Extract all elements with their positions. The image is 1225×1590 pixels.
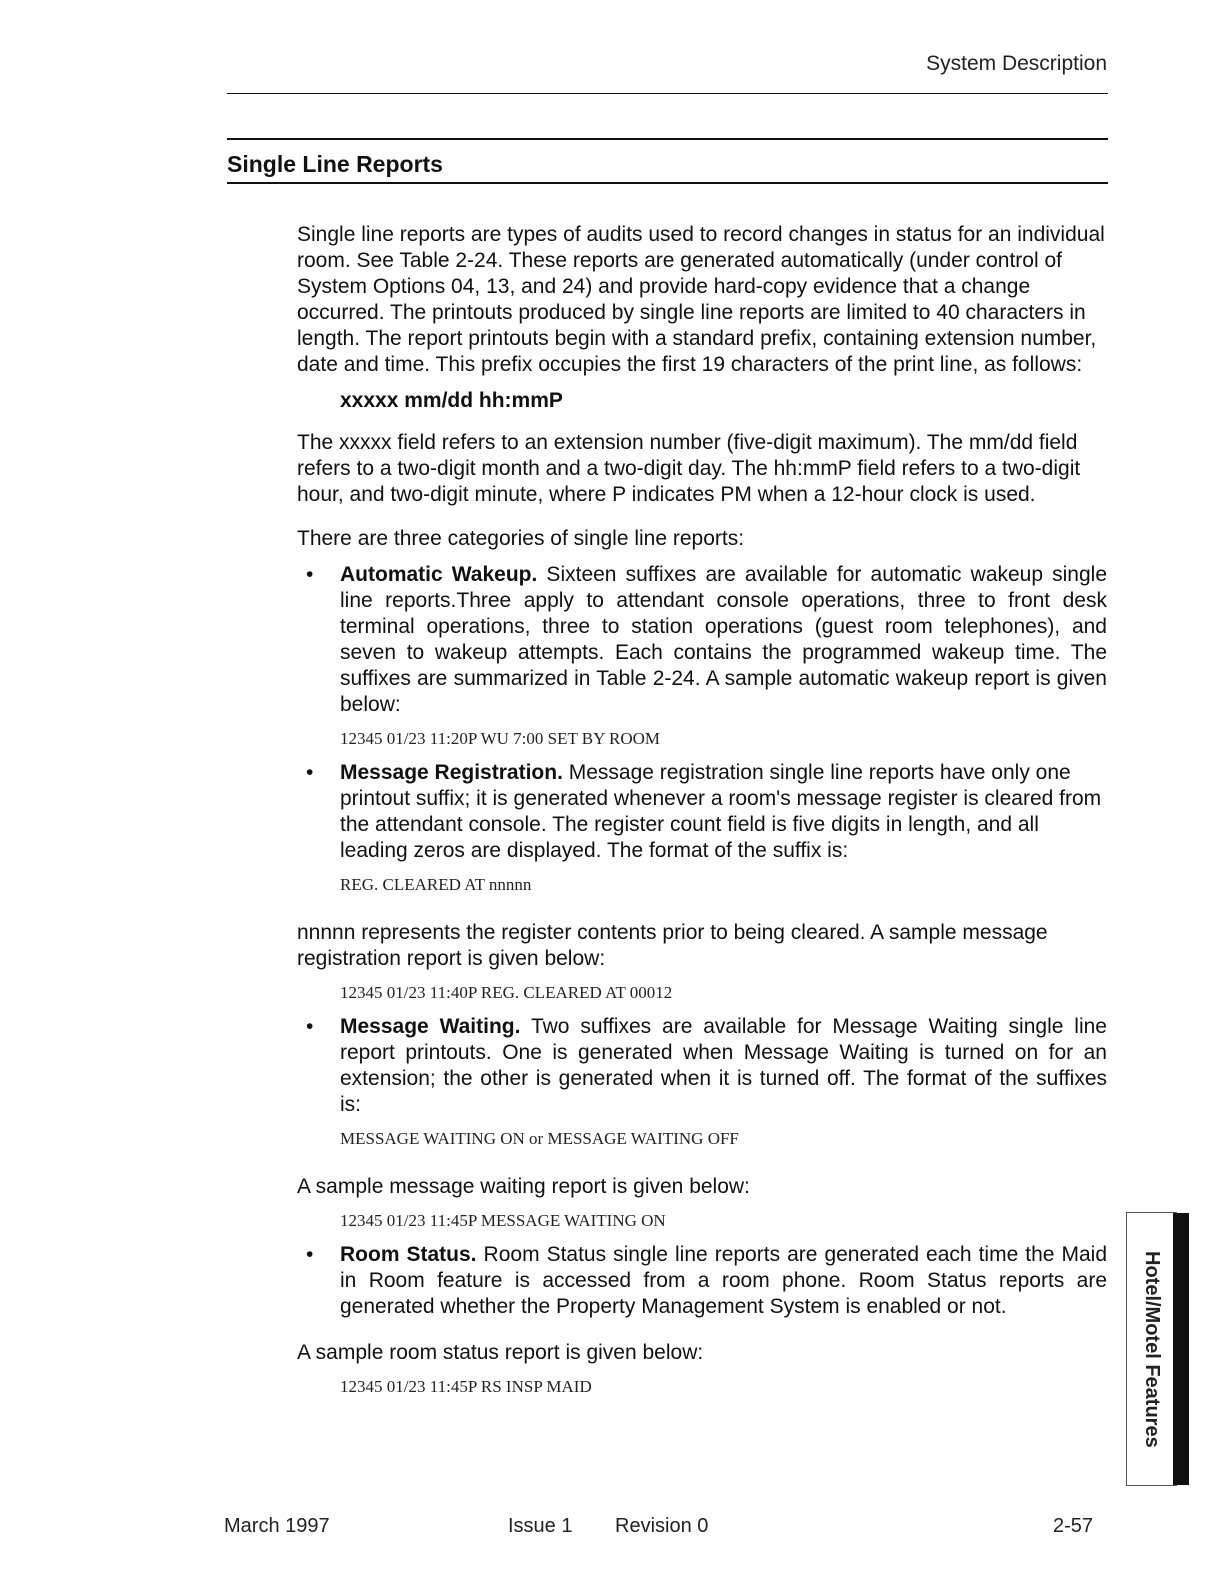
- bullet-lead: Message Waiting.: [340, 1015, 521, 1038]
- bullet-message-registration: [297, 760, 1107, 864]
- bullet-room-status: [297, 1242, 1107, 1320]
- bullet-lead: Message Registration.: [340, 761, 563, 784]
- footer-revision: Revision 0: [615, 1515, 709, 1537]
- wakeup-sample: 12345 01/23 11:20P WU 7:00 SET BY ROOM: [340, 729, 661, 748]
- bullet-text: Room Status single line reports are generated each time the Maid in Room feature is accessed from a room phone. Room Status reports are generated whether the Property Management System is enabled or not.: [340, 1243, 1107, 1318]
- waiting-sample: 12345 01/23 11:45P MESSAGE WAITING ON: [340, 1211, 666, 1230]
- registration-after-text: nnnnn represents the register contents prior to being cleared. A sample message registration report is given below:: [297, 921, 1048, 970]
- categories-intro: There are three categories of single line reports:: [297, 527, 745, 550]
- bullet-icon: •: [306, 1243, 314, 1266]
- bullet-message-waiting: [297, 1014, 1107, 1118]
- chapter-side-tab: [1126, 1212, 1177, 1486]
- bullet-lead: Room Status.: [340, 1243, 477, 1266]
- room-status-sample: 12345 01/23 11:45P RS INSP MAID: [340, 1377, 592, 1396]
- bullet-text: Sixteen suffixes are available for automatic wakeup single line reports.Three apply to attendant console operations, three to front desk terminal operations, three to station operations (guest room telephones), and seven to wakeup attempts. Each contains the programmed wakeup time. The suffixes are summarized in Table 2-24. A sample automatic wakeup report is given below:: [340, 563, 1107, 716]
- side-tab-label: Hotel/Motel Features: [1141, 1250, 1163, 1448]
- registration-sample: 12345 01/23 11:40P REG. CLEARED AT 00012: [340, 983, 673, 1002]
- header-rule: [227, 93, 1108, 94]
- intro-paragraph: Single line reports are types of audits used to record changes in status for an individual room. See Table 2-24. These reports are generated automatically (under control of System Options 04, 13, and 24) and provide hard-copy evidence that a change occurred. The printouts produced by single line reports are limited to 40 characters in length. The report printouts begin with a standard prefix, containing extension number, date and time. This prefix occupies the first 19 characters of the print line, as follows:: [297, 223, 1105, 376]
- section-top-rule: [227, 138, 1108, 140]
- waiting-suffix-format: MESSAGE WAITING ON or MESSAGE WAITING OFF: [340, 1129, 739, 1148]
- room-status-after-text: A sample room status report is given below:: [297, 1341, 704, 1364]
- section-title: Single Line Reports: [227, 151, 443, 177]
- prefix-format: xxxxx mm/dd hh:mmP: [340, 389, 563, 412]
- footer-date: March 1997: [224, 1515, 330, 1537]
- bullet-icon: •: [306, 761, 314, 784]
- bullet-icon: •: [306, 1015, 314, 1038]
- prefix-explanation: The xxxxx field refers to an extension number (five-digit maximum). The mm/dd field refers to a two-digit month and a two-digit day. The hh:mmP field refers to a two-digit hour, and two-digit minute, where P indicates PM when a 12-hour clock is used.: [297, 431, 1081, 506]
- running-header: System Description: [926, 52, 1107, 75]
- footer-issue: Issue 1: [508, 1515, 573, 1537]
- waiting-after-text: A sample message waiting report is given below:: [297, 1175, 750, 1198]
- body-content: [297, 222, 1107, 1408]
- bullet-lead: Automatic Wakeup.: [340, 563, 538, 586]
- footer-page-number: 2-57: [1052, 1515, 1093, 1537]
- section-bottom-rule: [227, 182, 1108, 184]
- bullet-text: Message registration single line reports have only one printout suffix; it is generated whenever a room's message register is cleared from the attendant console. The register count field is five digits in length, and all leading zeros are displayed. The format of the suffix is:: [340, 761, 1102, 862]
- side-tab-bar: [1173, 1213, 1189, 1485]
- registration-suffix-format: REG. CLEARED AT nnnnn: [340, 875, 532, 894]
- bullet-text: Two suffixes are available for Message Waiting single line report printouts. One is generated when Message Waiting is turned on for an extension; the other is generated when it is turned off. The format of the suffixes is:: [340, 1015, 1107, 1116]
- bullet-icon: •: [306, 563, 314, 586]
- bullet-automatic-wakeup: [297, 562, 1107, 718]
